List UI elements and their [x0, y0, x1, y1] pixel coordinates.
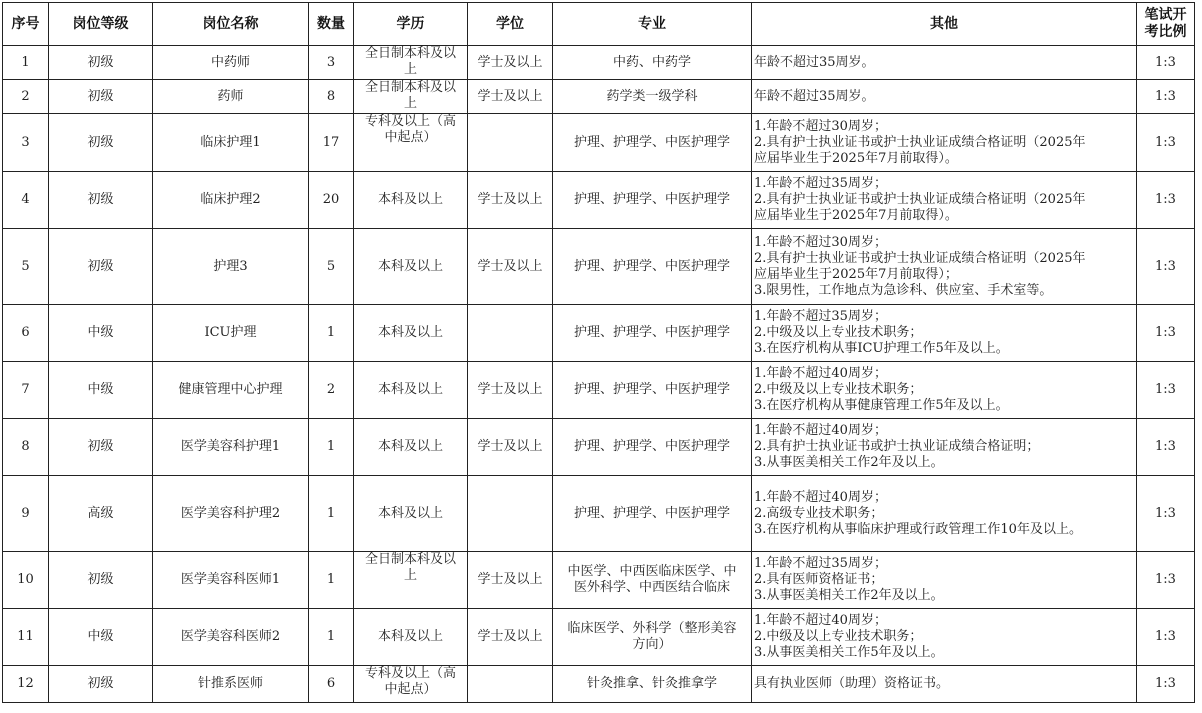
- cell-other-line: 2.具有护士执业证书或护士执业证成绩合格证明（2025年: [754, 134, 1086, 150]
- cell-degree: 学士及以上: [468, 609, 553, 666]
- cell-education: [354, 419, 468, 476]
- cell-ratio: 1:3: [1137, 46, 1195, 80]
- cell-other: [752, 80, 1137, 114]
- table-row: [3, 666, 1195, 703]
- cell-no: 9: [3, 476, 49, 552]
- cell-degree: 学士及以上: [468, 362, 553, 419]
- cell-education-line: 专科及以上（高: [364, 114, 456, 129]
- cell-major: [553, 46, 752, 80]
- cell-other-line: 1.年龄不超过35周岁；: [754, 556, 887, 571]
- cell-name: 针推系医师: [153, 666, 309, 703]
- cell-other-line: 1.年龄不超过40周岁；: [754, 613, 887, 628]
- header-education: 学历: [354, 3, 468, 46]
- cell-education-line: 上: [403, 62, 417, 77]
- cell-education: [354, 476, 468, 552]
- cell-ratio: 1:3: [1137, 229, 1195, 305]
- table-row: [3, 172, 1195, 229]
- cell-name: 护理3: [153, 229, 309, 305]
- cell-other-line: 3.从事医美相关工作2年及以上。: [754, 588, 944, 603]
- cell-education-line: 中起点）: [384, 130, 437, 145]
- cell-no: 5: [3, 229, 49, 305]
- cell-other-line: 3.在医疗机构从事健康管理工作5年及以上。: [754, 398, 1009, 413]
- cell-major-line: 护理、护理学、中医护理学: [573, 258, 730, 274]
- cell-other: [752, 172, 1137, 229]
- cell-no: 4: [3, 172, 49, 229]
- cell-major-line: 护理、护理学、中医护理学: [573, 382, 730, 397]
- table-row: [3, 362, 1195, 419]
- cell-ratio: 1:3: [1137, 362, 1195, 419]
- cell-education-line: 本科及以上: [377, 382, 443, 397]
- cell-education-line: 全日制本科及以: [364, 46, 456, 61]
- cell-education-line: 本科及以上: [377, 505, 443, 521]
- cell-name: 医学美容科护理2: [153, 476, 309, 552]
- cell-level: 初级: [49, 666, 153, 703]
- cell-ratio: 1:3: [1137, 114, 1195, 172]
- cell-education: [354, 114, 468, 172]
- cell-major: [553, 172, 752, 229]
- cell-no: 8: [3, 419, 49, 476]
- cell-degree: [468, 666, 553, 703]
- cell-education-line: 本科及以上: [377, 325, 443, 340]
- cell-name: 医学美容科护理1: [153, 419, 309, 476]
- cell-education: [354, 229, 468, 305]
- cell-count: 1: [309, 476, 354, 552]
- cell-other-line: 3.从事医美相关工作5年及以上。: [754, 645, 944, 660]
- cell-other: [752, 362, 1137, 419]
- cell-education: [354, 609, 468, 666]
- cell-other-line: 2.具有医师资格证书；: [754, 572, 884, 587]
- cell-major: [553, 362, 752, 419]
- cell-major-line: 护理、护理学、中医护理学: [573, 134, 730, 150]
- cell-other: [752, 609, 1137, 666]
- cell-ratio: 1:3: [1137, 666, 1195, 703]
- cell-other-line: 1.年龄不超过30周岁；: [754, 234, 887, 250]
- cell-name: 中药师: [153, 46, 309, 80]
- cell-education-line: 本科及以上: [377, 629, 443, 644]
- cell-major: [553, 80, 752, 114]
- header-ratio: [1137, 3, 1195, 46]
- cell-no: 1: [3, 46, 49, 80]
- cell-other-line: 2.具有护士执业证书或护士执业证成绩合格证明（2025年: [754, 250, 1086, 266]
- cell-degree: 学士及以上: [468, 229, 553, 305]
- cell-level: 初级: [49, 80, 153, 114]
- cell-major-line: 医外科学、中西医结合临床: [573, 580, 730, 595]
- cell-major-line: 中药、中药学: [612, 54, 691, 70]
- cell-name: 临床护理2: [153, 172, 309, 229]
- header-other: 其他: [752, 3, 1137, 46]
- cell-level: 初级: [49, 552, 153, 609]
- cell-other-line: 3.限男性，工作地点为急诊科、供应室、手术室等。: [754, 282, 1053, 298]
- cell-other: [752, 305, 1137, 362]
- table-row: [3, 476, 1195, 552]
- cell-degree: 学士及以上: [468, 80, 553, 114]
- table-row: [3, 552, 1195, 609]
- cell-ratio: 1:3: [1137, 609, 1195, 666]
- cell-count: 1: [309, 552, 354, 609]
- cell-count: 5: [309, 229, 354, 305]
- cell-other-line: 1.年龄不超过40周岁；: [754, 423, 887, 438]
- cell-other-line: 应届毕业生于2025年7月前取得）；: [754, 266, 958, 282]
- cell-count: 1: [309, 419, 354, 476]
- cell-ratio: 1:3: [1137, 476, 1195, 552]
- cell-count: 17: [309, 114, 354, 172]
- header-major: 专业: [553, 3, 752, 46]
- cell-degree: [468, 114, 553, 172]
- cell-level: 中级: [49, 362, 153, 419]
- cell-degree: 学士及以上: [468, 552, 553, 609]
- cell-other-line: 1.年龄不超过40周岁；: [754, 489, 887, 505]
- cell-other-line: 3.在医疗机构从事临床护理或行政管理工作10年及以上。: [754, 521, 1082, 537]
- header-ratio-line-1: 笔试开: [1144, 7, 1187, 23]
- cell-major: [553, 419, 752, 476]
- cell-education-line: 全日制本科及以: [364, 552, 456, 567]
- table-body: [3, 46, 1195, 703]
- cell-other: [752, 114, 1137, 172]
- cell-name: 临床护理1: [153, 114, 309, 172]
- cell-other-line: 2.具有护士执业证书或护士执业证成绩合格证明（2025年: [754, 192, 1086, 207]
- cell-major: [553, 114, 752, 172]
- cell-education-line: 本科及以上: [377, 439, 443, 454]
- cell-count: 3: [309, 46, 354, 80]
- cell-level: 高级: [49, 476, 153, 552]
- cell-other: [752, 419, 1137, 476]
- cell-major-line: 护理、护理学、中医护理学: [573, 192, 730, 207]
- cell-education-line: 上: [403, 96, 417, 111]
- cell-other: [752, 666, 1137, 703]
- cell-other-line: 年龄不超过35周岁。: [754, 54, 875, 70]
- cell-name: 医学美容科医师2: [153, 609, 309, 666]
- cell-name: 健康管理中心护理: [153, 362, 309, 419]
- cell-other-line: 2.中级及以上专业技术职务；: [754, 629, 923, 644]
- cell-ratio: 1:3: [1137, 419, 1195, 476]
- table-row: [3, 114, 1195, 172]
- cell-education-line: 本科及以上: [377, 258, 443, 274]
- cell-education-line: 中起点）: [384, 682, 437, 697]
- cell-major-line: 临床医学、外科学（整形美容: [567, 621, 737, 636]
- cell-other-line: 具有执业医师（助理）资格证书。: [754, 676, 950, 691]
- cell-count: 1: [309, 305, 354, 362]
- header-row: [3, 3, 1195, 46]
- cell-no: 3: [3, 114, 49, 172]
- cell-level: 初级: [49, 114, 153, 172]
- cell-ratio: 1:3: [1137, 80, 1195, 114]
- cell-name: 药师: [153, 80, 309, 114]
- cell-major: [553, 305, 752, 362]
- header-degree: 学位: [468, 3, 553, 46]
- table-row: [3, 46, 1195, 80]
- cell-no: 11: [3, 609, 49, 666]
- cell-major-line: 护理、护理学、中医护理学: [573, 439, 730, 454]
- cell-ratio: 1:3: [1137, 172, 1195, 229]
- cell-degree: 学士及以上: [468, 46, 553, 80]
- cell-other-line: 1.年龄不超过30周岁；: [754, 118, 887, 134]
- cell-level: 中级: [49, 609, 153, 666]
- header-name: 岗位名称: [153, 3, 309, 46]
- cell-major: [553, 229, 752, 305]
- cell-other-line: 1.年龄不超过40周岁；: [754, 366, 887, 381]
- job-table: [2, 2, 1195, 703]
- cell-other-line: 应届毕业生于2025年7月前取得）。: [754, 208, 958, 223]
- cell-level: 初级: [49, 229, 153, 305]
- header-ratio-line-2: 考比例: [1144, 24, 1187, 40]
- cell-major-line: 护理、护理学、中医护理学: [573, 505, 730, 521]
- header-level: 岗位等级: [49, 3, 153, 46]
- cell-major: [553, 552, 752, 609]
- cell-other-line: 1.年龄不超过35周岁；: [754, 176, 887, 191]
- cell-other: [752, 476, 1137, 552]
- table-row: [3, 80, 1195, 114]
- cell-other: [752, 229, 1137, 305]
- cell-major: [553, 476, 752, 552]
- cell-other-line: 1.年龄不超过35周岁；: [754, 309, 887, 324]
- cell-education: [354, 666, 468, 703]
- cell-major-line: 方向）: [632, 637, 672, 652]
- cell-education: [354, 305, 468, 362]
- table-row: [3, 305, 1195, 362]
- cell-degree: 学士及以上: [468, 419, 553, 476]
- cell-level: 初级: [49, 419, 153, 476]
- cell-major-line: 药学类一级学科: [606, 88, 698, 104]
- cell-count: 1: [309, 609, 354, 666]
- cell-major: [553, 609, 752, 666]
- header-count: 数量: [309, 3, 354, 46]
- cell-count: 2: [309, 362, 354, 419]
- cell-other-line: 2.中级及以上专业技术职务；: [754, 382, 923, 397]
- cell-education: [354, 362, 468, 419]
- cell-education: [354, 80, 468, 114]
- header-no: 序号: [3, 3, 49, 46]
- cell-level: 初级: [49, 46, 153, 80]
- cell-count: 6: [309, 666, 354, 703]
- cell-no: 7: [3, 362, 49, 419]
- cell-count: 8: [309, 80, 354, 114]
- cell-no: 10: [3, 552, 49, 609]
- cell-major-line: 针灸推拿、针灸推拿学: [586, 676, 717, 691]
- cell-other-line: 2.高级专业技术职务；: [754, 505, 884, 521]
- cell-level: 初级: [49, 172, 153, 229]
- cell-education-line: 上: [403, 568, 417, 583]
- cell-education: [354, 552, 468, 609]
- cell-degree: 学士及以上: [468, 172, 553, 229]
- cell-education-line: 专科及以上（高: [364, 666, 456, 681]
- cell-other-line: 3.在医疗机构从事ICU护理工作5年及以上。: [754, 341, 1009, 356]
- cell-no: 2: [3, 80, 49, 114]
- cell-other-line: 年龄不超过35周岁。: [754, 88, 875, 104]
- cell-no: 6: [3, 305, 49, 362]
- table-row: [3, 609, 1195, 666]
- cell-ratio: 1:3: [1137, 305, 1195, 362]
- cell-other-line: 应届毕业生于2025年7月前取得）。: [754, 150, 958, 166]
- cell-name: 医学美容科医师1: [153, 552, 309, 609]
- cell-other-line: 2.中级及以上专业技术职务；: [754, 325, 923, 340]
- cell-other-line: 2.具有护士执业证书或护士执业证成绩合格证明；: [754, 439, 1040, 454]
- cell-education: [354, 172, 468, 229]
- cell-no: 12: [3, 666, 49, 703]
- cell-level: 中级: [49, 305, 153, 362]
- cell-major-line: 护理、护理学、中医护理学: [573, 325, 730, 340]
- cell-name: ICU护理: [153, 305, 309, 362]
- cell-education-line: 本科及以上: [377, 192, 443, 207]
- table-row: [3, 419, 1195, 476]
- cell-education: [354, 46, 468, 80]
- cell-other: [752, 552, 1137, 609]
- cell-education-line: 全日制本科及以: [364, 80, 456, 95]
- table-row: [3, 229, 1195, 305]
- cell-major-line: 中医学、中西医临床医学、中: [567, 564, 737, 579]
- cell-other: [752, 46, 1137, 80]
- cell-count: 20: [309, 172, 354, 229]
- cell-major: [553, 666, 752, 703]
- cell-degree: [468, 476, 553, 552]
- cell-degree: [468, 305, 553, 362]
- cell-ratio: 1:3: [1137, 552, 1195, 609]
- cell-other-line: 3.从事医美相关工作2年及以上。: [754, 455, 944, 470]
